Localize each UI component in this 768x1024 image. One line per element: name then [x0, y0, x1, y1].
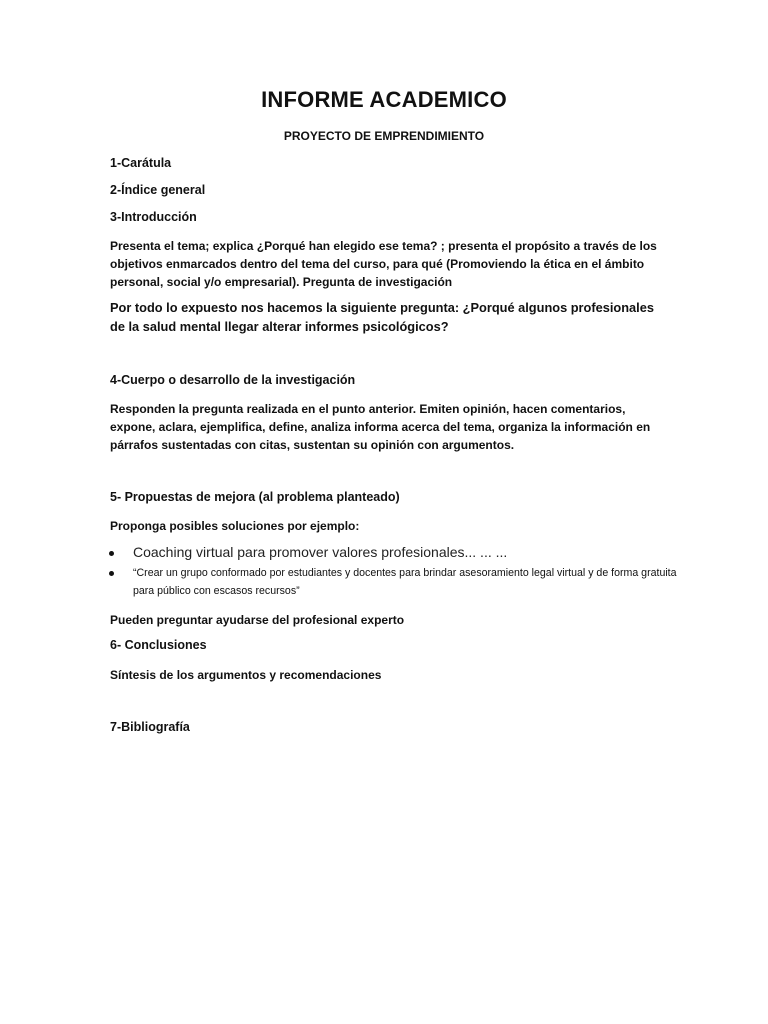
proposal-bullet-text: Coaching virtual para promover valores profesionales... ... ... [133, 544, 508, 560]
proposal-bullet-item [108, 564, 678, 600]
research-question-paragraph: Por todo lo expuesto nos hacemos la siguiente pregunta: ¿Porqué algunos profesionales de la salud mental llegar alterar informes psicológicos? [110, 300, 654, 334]
document-title: INFORME ACADEMICO [261, 87, 507, 112]
bullet-dot-icon [109, 571, 114, 576]
section-heading-conclusiones: 6- Conclusiones [110, 638, 207, 652]
proposal-bullet-text: “Crear un grupo conformado por estudiantes y docentes para brindar asesoramiento legal virtual y de forma gratuita para público con escasos recursos” [133, 567, 677, 597]
proposals-intro: Proponga posibles soluciones por ejemplo: [110, 519, 360, 533]
section-heading-bibliografia: 7-Bibliografía [110, 720, 190, 734]
document-subtitle: PROYECTO DE EMPRENDIMIENTO [283, 129, 485, 143]
section-heading-introduccion: 3-Introducción [110, 210, 197, 224]
conclusions-summary-text: Síntesis de los argumentos y recomendaciones [110, 668, 382, 682]
bullet-dot-icon [109, 551, 114, 556]
introduction-paragraph: Presenta el tema; explica ¿Porqué han elegido ese tema? ; presenta el propósito a través de los objetivos enmarcados dentro del tema del curso, para qué (Promoviendo la ética en el ámbito personal, social y/o empresarial). Pregunta de investigación [110, 239, 657, 289]
section-heading-propuestas-mejora: 5- Propuestas de mejora (al problema planteado) [110, 490, 400, 504]
section-heading-indice-general: 2-Índice general [110, 183, 206, 197]
section-heading-caratula: 1-Carátula [110, 156, 172, 170]
proposals-closing-text: Pueden preguntar ayudarse del profesional experto [110, 613, 405, 627]
section-heading-cuerpo-desarrollo: 4-Cuerpo o desarrollo de la investigación [110, 373, 356, 387]
body-development-paragraph: Responden la pregunta realizada en el punto anterior. Emiten opinión, hacen comentarios, expone, aclara, ejemplifica, define, analiza informa acerca del tema, organiza la información en párrafos sustentadas con citas, sustentan su opinión con argumentos. [110, 402, 651, 452]
proposals-bullet-list [108, 541, 678, 600]
proposal-bullet-item [108, 541, 678, 564]
